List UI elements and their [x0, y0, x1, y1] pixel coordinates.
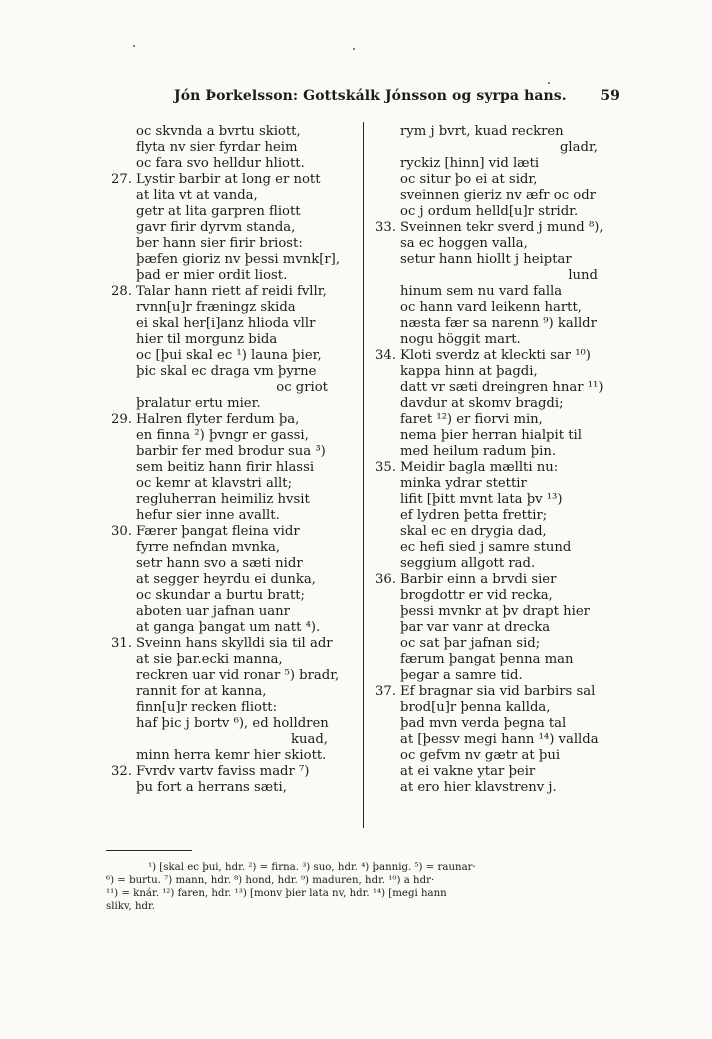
left-verse-line [106, 492, 358, 508]
verse-text: þu fort a herrans sæti, [136, 780, 287, 795]
verse-text: þic skal ec draga vm þyrne [136, 364, 317, 379]
left-verse-line [106, 220, 358, 236]
stanza-number: 28. [111, 284, 132, 299]
left-verse-line [106, 188, 358, 204]
left-verse-line [106, 460, 358, 476]
verse-text: skal ec en drygia dad, [400, 524, 547, 539]
verse-text: oc [þui skal ec ¹) launa þier, [136, 348, 322, 363]
verse-text: sem beitiz hann firir hlassi [136, 460, 315, 475]
left-verse-line [106, 540, 358, 556]
left-verse-line [106, 172, 358, 188]
left-verse-line [106, 252, 358, 268]
verse-text: flyta nv sier fyrdar heim [136, 140, 298, 155]
left-verse-line [106, 380, 358, 396]
verse-text: reckren uar vid ronar ⁵) bradr, [136, 668, 340, 683]
verse-text: oc situr þo ei at sidr, [400, 172, 538, 187]
verse-text: sveinnen gieriz nv æfr oc odr [400, 188, 596, 203]
verse-text: oc gefvm nv gætr at þui [400, 748, 561, 763]
right-verse-line [370, 588, 628, 604]
left-verse-line [106, 140, 358, 156]
verse-text: at ganga þangat um natt ⁴). [136, 620, 321, 635]
left-verse-line [106, 764, 358, 780]
right-verse-line [370, 172, 628, 188]
verse-text: gladr, [559, 140, 598, 155]
right-verse-line [370, 508, 628, 524]
verse-text: lund [568, 268, 598, 283]
footnote-rule [106, 850, 192, 851]
verse-text: at ero hier klavstrenv j. [400, 780, 557, 795]
verse-text: hinum sem nu vard falla [400, 284, 563, 299]
verse-text: Kloti sverdz at kleckti sar ¹⁰) [400, 348, 591, 363]
right-verse-line [370, 652, 628, 668]
verse-text: hefur sier inne avallt. [136, 508, 280, 523]
right-verse-line [370, 220, 628, 236]
right-verse-line [370, 124, 628, 140]
right-verse-line [370, 636, 628, 652]
verse-text: ec hefi sied j samre stund [400, 540, 572, 555]
left-verse-line [106, 748, 358, 764]
footnote-line: ⁶) = burtu. ⁷) mann, hdr. ⁸) hond, hdr. ⁹) maduren, hdr. ¹⁰) a hdr· [106, 875, 435, 886]
left-verse-line [106, 428, 358, 444]
right-verse-line [370, 460, 628, 476]
verse-text: ber hann sier firir briost: [136, 236, 303, 251]
right-verse-line [370, 732, 628, 748]
paper-speck [353, 48, 355, 50]
left-verse-line [106, 556, 358, 572]
left-verse-line [106, 316, 358, 332]
verse-text: Meidir bagla mællti nu: [400, 460, 559, 475]
left-verse-line [106, 780, 358, 796]
verse-text: datt vr sæti dreingren hnar ¹¹) [400, 380, 604, 395]
left-verse-line [106, 284, 358, 300]
verse-text: fyrre nefndan mvnka, [136, 540, 281, 555]
verse-text: regluherran heimiliz hvsit [136, 492, 310, 507]
verse-text: oc hann vard leikenn hartt, [400, 300, 582, 315]
verse-text: Sveinnen tekr sverd j mund ⁸), [400, 220, 604, 235]
stanza-number: 35. [375, 460, 396, 475]
verse-text: ei skal her[i]anz hlioda vllr [136, 316, 316, 331]
footnotes [106, 861, 626, 913]
left-verse-line [106, 508, 358, 524]
stanza-number: 33. [375, 220, 396, 235]
left-verse-line [106, 604, 358, 620]
verse-text: oc griot [276, 380, 328, 395]
verse-text: þralatur ertu mier. [136, 396, 261, 411]
verse-text: rannit for at kanna, [136, 684, 267, 699]
paper-speck [548, 82, 550, 84]
right-verse-line [370, 396, 628, 412]
right-verse-line [370, 572, 628, 588]
verse-text: Fvrdv vartv faviss madr ⁷) [136, 764, 310, 779]
verse-text: brod[u]r þenna kallda, [400, 700, 551, 715]
verse-text: oc sat þar jafnan sid; [400, 636, 541, 651]
left-verse-line [106, 300, 358, 316]
right-verse-line [370, 140, 628, 156]
footnote-line: slikv, hdr. [106, 901, 156, 912]
verse-text: sa ec hoggen valla, [400, 236, 528, 251]
left-verse-line [106, 732, 358, 748]
left-verse-line [106, 636, 358, 652]
left-verse-line [106, 156, 358, 172]
left-verse-line [106, 524, 358, 540]
left-verse-line [106, 236, 358, 252]
footnote-line: ¹) [skal ec þui, hdr. ²) = firna. ³) suo, hdr. ⁴) þannig. ⁵) = raunar· [148, 862, 476, 873]
left-verse-line [106, 572, 358, 588]
verse-text: brogdottr er vid recka, [400, 588, 553, 603]
stanza-number: 37. [375, 684, 396, 699]
right-verse-line [370, 748, 628, 764]
verse-text: finn[u]r recken fliott: [136, 700, 278, 715]
verse-text: oc kemr at klavstri allt; [136, 476, 293, 491]
right-verse-line [370, 300, 628, 316]
verse-text: þæfen gioriz nv þessi mvnk[r], [136, 252, 341, 267]
right-verse-line [370, 668, 628, 684]
verse-text: færum þangat þenna man [400, 652, 574, 667]
right-verse-line [370, 188, 628, 204]
verse-text: nema þier herran hialpit til [400, 428, 582, 443]
verse-text: oc skundar a burtu bratt; [136, 588, 305, 603]
right-verse-line [370, 268, 628, 284]
verse-text: setr hann svo a sæti nidr [136, 556, 303, 571]
right-verse-line [370, 348, 628, 364]
right-verse-line [370, 156, 628, 172]
right-verse-line [370, 252, 628, 268]
right-verse-line [370, 764, 628, 780]
left-verse-line [106, 444, 358, 460]
verse-text: þegar a samre tid. [400, 668, 523, 683]
verse-text: þad mvn verda þegna tal [400, 716, 567, 731]
stanza-number: 29. [111, 412, 132, 427]
right-verse-line [370, 412, 628, 428]
verse-text: at segger heyrdu ei dunka, [136, 572, 316, 587]
verse-text: Ef bragnar sia vid barbirs sal [400, 684, 596, 699]
right-verse-line [370, 364, 628, 380]
left-verse-line [106, 652, 358, 668]
verse-text: at [þessv megi hann ¹⁴) vallda [400, 732, 599, 747]
stanza-number: 30. [111, 524, 132, 539]
verse-text: Barbir einn a brvdi sier [400, 572, 557, 587]
verse-text: Halren flyter ferdum þa, [136, 412, 300, 427]
right-verse-line [370, 380, 628, 396]
left-verse-line [106, 700, 358, 716]
left-verse-line [106, 396, 358, 412]
left-verse-line [106, 124, 358, 140]
stanza-number: 36. [375, 572, 396, 587]
right-verse-line [370, 684, 628, 700]
right-verse-line [370, 620, 628, 636]
verse-text: haf þic j bortv ⁶), ed holldren [136, 716, 329, 731]
verse-text: faret ¹²) er fiorvi min, [400, 412, 543, 427]
left-verse-line [106, 332, 358, 348]
verse-text: lifit [þitt mvnt lata þv ¹³) [400, 492, 563, 507]
verse-text: oc j ordum helld[u]r stridr. [400, 204, 579, 219]
right-verse-line [370, 716, 628, 732]
right-verse-line [370, 524, 628, 540]
left-verse-line [106, 348, 358, 364]
right-verse-line [370, 204, 628, 220]
verse-text: med heilum radum þin. [400, 444, 557, 459]
verse-text: rym j bvrt, kuad reckren [400, 124, 564, 139]
right-verse-line [370, 492, 628, 508]
verse-text: getr at lita garpren fliott [136, 204, 301, 219]
right-verse-line [370, 540, 628, 556]
page-number: 59 [600, 88, 620, 104]
verse-text: setur hann hiollt j heiptar [400, 252, 572, 267]
footnote-line: ¹¹) = knár. ¹²) faren, hdr. ¹³) [monv þier lata nv, hdr. ¹⁴) [megi hann [106, 888, 447, 899]
verse-text: gavr firir dyrvm standa, [136, 220, 296, 235]
left-verse-line [106, 412, 358, 428]
verse-text: þad er mier ordit liost. [136, 268, 288, 283]
left-verse-line [106, 668, 358, 684]
left-verse-line [106, 364, 358, 380]
verse-text: kappa hinn at þagdi, [400, 364, 538, 379]
left-verse-line [106, 684, 358, 700]
verse-text: oc fara svo helldur hliott. [136, 156, 305, 171]
verse-text: oc skvnda a bvrtu skiott, [136, 124, 301, 139]
running-title: Jón Þorkelsson: Gottskálk Jónsson og syrpa hans. [174, 88, 567, 104]
right-verse-line [370, 284, 628, 300]
stanza-number: 31. [111, 636, 132, 651]
verse-text: rvnn[u]r fræningz skida [136, 300, 296, 315]
right-verse-line [370, 604, 628, 620]
verse-text: ryckiz [hinn] vid læti [400, 156, 540, 171]
stanza-number: 34. [375, 348, 396, 363]
verse-text: hier til morgunz bida [136, 332, 278, 347]
stanza-number: 27. [111, 172, 132, 187]
right-verse-line [370, 476, 628, 492]
right-column [370, 124, 628, 796]
right-verse-line [370, 700, 628, 716]
verse-text: næsta fær sa narenn ⁹) kalldr [400, 316, 597, 331]
paper-speck [133, 45, 135, 47]
verse-text: davdur at skomv bragdi; [400, 396, 564, 411]
right-verse-line [370, 444, 628, 460]
left-verse-line [106, 476, 358, 492]
left-verse-line [106, 268, 358, 284]
verse-text: minka ydrar stettir [400, 476, 527, 491]
verse-text: Sveinn hans skylldi sia til adr [136, 636, 333, 651]
verse-text: Lystir barbir at long er nott [136, 172, 321, 187]
verse-text: þessi mvnkr at þv drapt hier [400, 604, 590, 619]
left-column [106, 124, 358, 796]
verse-text: aboten uar jafnan uanr [136, 604, 290, 619]
verse-text: Færer þangat fleina vidr [136, 524, 300, 539]
verse-text: ef lydren þetta frettir; [400, 508, 548, 523]
left-verse-line [106, 588, 358, 604]
right-verse-line [370, 332, 628, 348]
verse-text: nogu höggit mart. [400, 332, 521, 347]
right-verse-line [370, 780, 628, 796]
right-verse-line [370, 316, 628, 332]
stanza-number: 32. [111, 764, 132, 779]
verse-text: seggium allgott rad. [400, 556, 536, 571]
verse-text: en finna ²) þvngr er gassi, [136, 428, 309, 443]
verse-text: at sie þar.ecki manna, [136, 652, 283, 667]
verse-text: kuad, [291, 732, 328, 747]
column-divider [363, 122, 364, 828]
verse-text: at ei vakne ytar þeir [400, 764, 536, 779]
verse-text: barbir fer med brodur sua ³) [136, 444, 326, 459]
right-verse-line [370, 236, 628, 252]
right-verse-line [370, 556, 628, 572]
left-verse-line [106, 204, 358, 220]
verse-text: þar var vanr at drecka [400, 620, 551, 635]
verse-text: Talar hann riett af reidi fvllr, [136, 284, 327, 299]
right-verse-line [370, 428, 628, 444]
left-verse-line [106, 620, 358, 636]
left-verse-line [106, 716, 358, 732]
verse-text: minn herra kemr hier skiott. [136, 748, 327, 763]
verse-text: at lita vt at vanda, [136, 188, 258, 203]
